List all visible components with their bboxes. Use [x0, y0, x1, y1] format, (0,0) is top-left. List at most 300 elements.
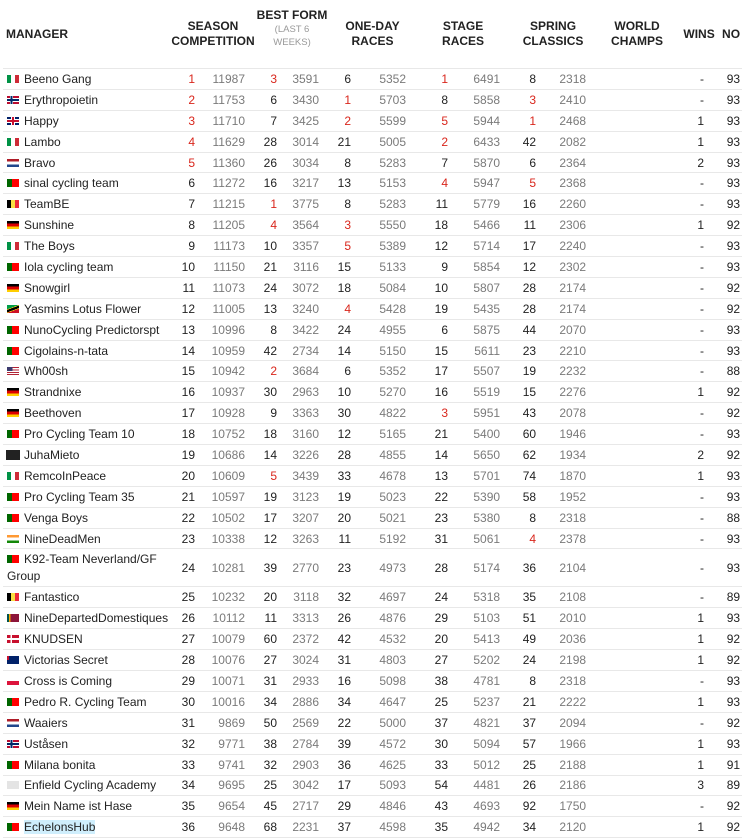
- season-rank: 26: [181, 611, 195, 626]
- flag-icon: [7, 430, 19, 438]
- best-form-points: 3116: [293, 259, 320, 274]
- manager-cell[interactable]: [3, 796, 171, 817]
- table-row[interactable]: [3, 236, 742, 257]
- no-cell: 93: [726, 694, 741, 709]
- spring-rank: 19: [522, 364, 537, 379]
- manager-cell[interactable]: [3, 152, 171, 173]
- manager-name[interactable]: Lambo: [24, 134, 61, 149]
- header-season-competition[interactable]: SEASON COMPETITION: [171, 19, 255, 48]
- manager-cell[interactable]: [3, 775, 171, 796]
- manager-name[interactable]: KNUDSEN: [24, 632, 83, 647]
- table-row[interactable]: [3, 173, 742, 194]
- best-form-rank: 60: [263, 632, 277, 647]
- wins-cell: -: [700, 427, 705, 442]
- manager-cell[interactable]: [3, 424, 171, 445]
- best-form-rank: 13: [263, 301, 277, 316]
- flag-icon: [7, 284, 19, 292]
- manager-cell[interactable]: [3, 69, 171, 90]
- one-day-rank: 8: [344, 155, 352, 170]
- stage-rank: 23: [434, 510, 449, 525]
- stage-rank: 18: [434, 218, 449, 233]
- flag-icon: [7, 781, 19, 789]
- table-row[interactable]: [3, 712, 742, 733]
- one-day-rank: 30: [337, 406, 352, 421]
- table-row[interactable]: [3, 608, 742, 629]
- one-day-points: 5165: [379, 427, 407, 442]
- table-row[interactable]: [3, 340, 742, 361]
- manager-cell[interactable]: [3, 507, 171, 528]
- spring-rank: 74: [522, 468, 537, 483]
- header-no[interactable]: NO: [722, 26, 741, 41]
- manager-name[interactable]: TeamBE: [24, 197, 70, 212]
- best-form-points: 2372: [292, 632, 320, 647]
- manager-name[interactable]: Uståsen: [24, 736, 69, 751]
- manager-cell[interactable]: [3, 817, 171, 838]
- season-rank: 31: [181, 715, 195, 730]
- manager-cell[interactable]: [3, 319, 171, 340]
- manager-name[interactable]: sinal cycling team: [24, 176, 119, 191]
- stage-rank: 43: [434, 799, 449, 814]
- manager-name[interactable]: Enfield Cycling Academy: [24, 778, 157, 793]
- wins-cell: 1: [697, 611, 705, 626]
- table-row[interactable]: [3, 382, 742, 403]
- table-row[interactable]: [3, 194, 742, 215]
- table-row[interactable]: [3, 69, 742, 90]
- header-one-day-races[interactable]: ONE-DAY RACES: [345, 19, 400, 48]
- stage-rank: 14: [434, 447, 449, 462]
- season-points: 10016: [211, 694, 245, 709]
- stage-points: 5012: [473, 757, 501, 772]
- table-row[interactable]: [3, 110, 742, 131]
- spring-points: 2010: [559, 611, 587, 626]
- flag-icon: [7, 514, 19, 522]
- manager-name[interactable]: Mein Name ist Hase: [24, 799, 133, 814]
- best-form-points: 3014: [292, 134, 320, 149]
- wins-cell: -: [700, 799, 705, 814]
- table-row[interactable]: [3, 733, 742, 754]
- best-form-points: 3072: [292, 280, 320, 295]
- manager-name[interactable]: EchelonsHub: [24, 820, 96, 835]
- manager-cell[interactable]: [3, 403, 171, 424]
- spring-points: 2120: [559, 820, 587, 835]
- spring-rank: 57: [522, 736, 537, 751]
- wins-cell: 1: [697, 820, 705, 835]
- season-rank: 36: [181, 820, 195, 835]
- wins-cell: 2: [697, 447, 705, 462]
- one-day-rank: 23: [337, 560, 352, 575]
- best-form-rank: 10: [263, 239, 277, 254]
- table-row[interactable]: [3, 691, 742, 712]
- header-stage-races[interactable]: STAGE RACES: [442, 19, 485, 48]
- manager-name[interactable]: RemcoInPeace: [24, 468, 107, 483]
- best-form-rank: 25: [263, 778, 277, 793]
- manager-name[interactable]: Victorias Secret: [24, 653, 108, 668]
- manager-cell[interactable]: [3, 754, 171, 775]
- best-form-rank: 30: [263, 385, 277, 400]
- no-cell: 92: [726, 632, 741, 647]
- stage-rank: 37: [434, 715, 449, 730]
- table-row[interactable]: [3, 754, 742, 775]
- no-cell: 93: [726, 176, 741, 191]
- spring-points: 2240: [559, 239, 587, 254]
- header-world-champs[interactable]: WORLD CHAMPS: [611, 19, 664, 48]
- manager-cell[interactable]: [3, 465, 171, 486]
- manager-name[interactable]: NineDeadMen: [24, 531, 101, 546]
- manager-cell[interactable]: [3, 691, 171, 712]
- spring-points: 2276: [559, 385, 587, 400]
- table-row[interactable]: [3, 131, 742, 152]
- best-form-rank: 50: [263, 715, 277, 730]
- stage-points: 6433: [473, 134, 501, 149]
- table-row[interactable]: [3, 89, 742, 110]
- world-champs-cell: [596, 173, 678, 194]
- stage-points: 5875: [473, 322, 501, 337]
- no-cell: 93: [726, 427, 741, 442]
- table-row[interactable]: [3, 424, 742, 445]
- manager-name[interactable]: Fantastico: [24, 590, 80, 605]
- spring-rank: 28: [522, 280, 537, 295]
- season-rank: 34: [181, 778, 195, 793]
- stage-rank: 20: [434, 632, 449, 647]
- manager-name[interactable]: Yasmins Lotus Flower: [24, 301, 142, 316]
- one-day-points: 4647: [379, 694, 407, 709]
- season-points: 11360: [212, 155, 245, 170]
- stage-rank: 19: [434, 301, 449, 316]
- stage-points: 5807: [473, 280, 501, 295]
- one-day-points: 4876: [379, 611, 407, 626]
- world-champs-cell: [596, 587, 678, 608]
- table-row[interactable]: [3, 465, 742, 486]
- world-champs-cell: [596, 486, 678, 507]
- best-form-rank: 8: [270, 322, 277, 337]
- world-champs-cell: [596, 152, 678, 173]
- spring-rank: 21: [522, 694, 537, 709]
- flag-icon: [7, 326, 19, 334]
- world-champs-cell: [596, 69, 678, 90]
- season-rank: 17: [181, 406, 195, 421]
- best-form-points: 3439: [292, 468, 320, 483]
- stage-rank: 16: [434, 385, 449, 400]
- one-day-rank: 10: [337, 385, 352, 400]
- table-row[interactable]: [3, 650, 742, 671]
- best-form-points: 3118: [293, 590, 320, 605]
- header-manager[interactable]: MANAGER: [6, 26, 68, 41]
- manager-cell[interactable]: [3, 549, 171, 587]
- stage-points: 6491: [473, 71, 501, 86]
- manager-cell[interactable]: [3, 110, 171, 131]
- table-row[interactable]: [3, 215, 742, 236]
- header-spring-classics[interactable]: SPRING CLASSICS: [522, 19, 584, 48]
- table-row[interactable]: [3, 817, 742, 838]
- season-points: 9869: [218, 715, 245, 730]
- best-form-points: 3363: [292, 406, 320, 421]
- best-form-points: 3564: [292, 218, 320, 233]
- manager-cell[interactable]: [3, 257, 171, 278]
- manager-name[interactable]: Strandnixe: [24, 385, 82, 400]
- manager-name[interactable]: Beeno Gang: [24, 71, 92, 86]
- spring-points: 2108: [559, 590, 587, 605]
- season-points: 11150: [213, 259, 245, 274]
- stage-points: 5413: [473, 632, 501, 647]
- manager-cell[interactable]: [3, 277, 171, 298]
- spring-points: 2104: [559, 560, 587, 575]
- world-champs-cell: [596, 215, 678, 236]
- table-row[interactable]: [3, 587, 742, 608]
- table-row[interactable]: [3, 298, 742, 319]
- wins-cell: 1: [697, 385, 705, 400]
- one-day-rank: 6: [344, 71, 352, 86]
- season-points: 10609: [211, 468, 245, 483]
- stage-points: 5380: [473, 510, 501, 525]
- best-form-points: 3263: [292, 531, 320, 546]
- spring-points: 2378: [559, 531, 587, 546]
- world-champs-cell: [596, 549, 678, 587]
- one-day-rank: 34: [337, 694, 352, 709]
- one-day-rank: 4: [344, 301, 352, 316]
- stage-points: 5947: [473, 176, 501, 191]
- season-rank: 29: [181, 673, 195, 688]
- manager-name[interactable]: JuhaMieto: [24, 447, 80, 462]
- manager-name[interactable]: The Boys: [24, 239, 75, 254]
- manager-cell[interactable]: [3, 712, 171, 733]
- season-points: 10928: [211, 406, 245, 421]
- stage-rank: 5: [441, 113, 449, 128]
- flag-icon: [7, 242, 19, 250]
- one-day-points: 4955: [379, 322, 407, 337]
- flag-icon: [7, 409, 19, 417]
- stage-points: 5103: [473, 611, 501, 626]
- header-best-form[interactable]: BEST FORM (LAST 6 WEEKS): [256, 8, 328, 48]
- season-rank: 35: [181, 799, 195, 814]
- stage-rank: 24: [434, 590, 449, 605]
- manager-cell[interactable]: [3, 131, 171, 152]
- table-row[interactable]: [3, 796, 742, 817]
- season-points: 10079: [211, 632, 245, 647]
- season-points: 10281: [211, 560, 245, 575]
- spring-points: 2188: [559, 757, 587, 772]
- season-rank: 5: [188, 155, 195, 170]
- manager-cell[interactable]: [3, 89, 171, 110]
- flag-icon: [7, 117, 19, 125]
- best-form-rank: 7: [270, 113, 277, 128]
- one-day-points: 5005: [379, 134, 407, 149]
- table-row[interactable]: [3, 528, 742, 549]
- wins-cell: -: [700, 343, 705, 358]
- season-points: 9648: [218, 820, 245, 835]
- best-form-rank: 21: [263, 259, 277, 274]
- manager-cell[interactable]: [3, 382, 171, 403]
- world-champs-cell: [596, 650, 678, 671]
- world-champs-cell: [596, 712, 678, 733]
- manager-name[interactable]: Pedro R. Cycling Team: [24, 694, 147, 709]
- season-points: 10076: [211, 653, 245, 668]
- spring-points: 2198: [559, 653, 587, 668]
- stage-points: 5870: [473, 155, 501, 170]
- world-champs-cell: [596, 382, 678, 403]
- table-row[interactable]: [3, 486, 742, 507]
- one-day-rank: 6: [344, 364, 352, 379]
- manager-cell[interactable]: [3, 486, 171, 507]
- no-cell: 93: [726, 155, 741, 170]
- stage-points: 5944: [473, 113, 501, 128]
- one-day-points: 5021: [379, 510, 407, 525]
- stage-points: 5390: [473, 489, 501, 504]
- season-points: 11629: [212, 134, 245, 149]
- spring-points: 1934: [559, 447, 587, 462]
- best-form-points: 3684: [292, 364, 320, 379]
- one-day-rank: 37: [337, 820, 352, 835]
- spring-points: 1952: [559, 489, 587, 504]
- one-day-rank: 29: [337, 799, 352, 814]
- manager-cell[interactable]: [3, 733, 171, 754]
- table-row[interactable]: [3, 445, 742, 466]
- table-row[interactable]: [3, 403, 742, 424]
- spring-points: 2174: [559, 301, 587, 316]
- spring-points: 2410: [559, 92, 587, 107]
- one-day-points: 5093: [379, 778, 407, 793]
- best-form-points: 3226: [292, 447, 320, 462]
- best-form-rank: 28: [263, 134, 277, 149]
- best-form-rank: 5: [270, 468, 277, 483]
- stage-rank: 25: [434, 694, 449, 709]
- manager-name[interactable]: Happy: [24, 113, 59, 128]
- standings-table: [3, 0, 742, 838]
- manager-cell[interactable]: [3, 361, 171, 382]
- manager-cell[interactable]: [3, 608, 171, 629]
- flag-icon: [7, 493, 19, 501]
- best-form-points: 3024: [292, 653, 320, 668]
- manager-cell[interactable]: [3, 671, 171, 692]
- season-points: 9741: [218, 757, 245, 772]
- table-row[interactable]: [3, 549, 742, 587]
- manager-name[interactable]: Snowgirl: [24, 280, 71, 295]
- header-wins[interactable]: WINS: [683, 26, 715, 41]
- table-row[interactable]: [3, 775, 742, 796]
- manager-name[interactable]: Waaiers: [24, 715, 68, 730]
- manager-name[interactable]: Erythropoietin: [24, 92, 99, 107]
- table-row[interactable]: [3, 361, 742, 382]
- manager-cell[interactable]: [3, 650, 171, 671]
- table-body: [3, 69, 742, 838]
- manager-cell[interactable]: [3, 298, 171, 319]
- spring-points: 2468: [559, 113, 587, 128]
- manager-cell[interactable]: [3, 340, 171, 361]
- manager-cell[interactable]: [3, 445, 171, 466]
- one-day-points: 5389: [379, 239, 407, 254]
- manager-name[interactable]: Milana bonita: [24, 757, 96, 772]
- one-day-rank: 22: [337, 715, 352, 730]
- table-row[interactable]: [3, 671, 742, 692]
- table-row[interactable]: [3, 257, 742, 278]
- no-cell: 88: [726, 364, 741, 379]
- season-rank: 10: [181, 259, 195, 274]
- wins-cell: 1: [697, 694, 705, 709]
- one-day-points: 5352: [379, 364, 407, 379]
- one-day-points: 4697: [379, 590, 407, 605]
- manager-name[interactable]: Wh00sh: [24, 364, 69, 379]
- wins-cell: -: [700, 301, 705, 316]
- manager-cell[interactable]: [3, 173, 171, 194]
- season-rank: 6: [188, 176, 195, 191]
- spring-rank: 42: [522, 134, 537, 149]
- stage-rank: 1: [441, 71, 449, 86]
- table-row[interactable]: [3, 507, 742, 528]
- stage-rank: 2: [441, 134, 449, 149]
- season-points: 10502: [211, 510, 245, 525]
- manager-name[interactable]: Bravo: [24, 155, 56, 170]
- manager-name[interactable]: Beethoven: [24, 406, 82, 421]
- manager-name[interactable]: NunoCycling Predictorspt: [24, 322, 160, 337]
- one-day-rank: 28: [337, 447, 352, 462]
- manager-name[interactable]: NineDepartedDomestiques: [24, 611, 169, 626]
- best-form-points: 3207: [292, 510, 320, 525]
- stage-points: 5507: [473, 364, 501, 379]
- table-row[interactable]: [3, 629, 742, 650]
- table-row[interactable]: [3, 152, 742, 173]
- table-row[interactable]: [3, 277, 742, 298]
- spring-points: 2210: [559, 343, 587, 358]
- season-rank: 33: [181, 757, 195, 772]
- spring-rank: 6: [529, 155, 537, 170]
- manager-name[interactable]: Iola cycling team: [24, 259, 114, 274]
- one-day-points: 5550: [379, 218, 407, 233]
- world-champs-cell: [596, 817, 678, 838]
- season-rank: 1: [188, 71, 195, 86]
- best-form-points: 2886: [292, 694, 320, 709]
- manager-cell[interactable]: [3, 215, 171, 236]
- one-day-points: 5283: [379, 197, 407, 212]
- manager-cell[interactable]: [3, 236, 171, 257]
- flag-icon: [7, 347, 19, 355]
- wins-cell: -: [700, 590, 705, 605]
- wins-cell: -: [700, 364, 705, 379]
- stage-points: 5318: [473, 590, 501, 605]
- stage-rank: 6: [441, 322, 449, 337]
- flag-icon: [7, 472, 19, 480]
- no-cell: 93: [726, 322, 741, 337]
- one-day-points: 4973: [379, 560, 407, 575]
- manager-cell[interactable]: [3, 629, 171, 650]
- spring-rank: 49: [522, 632, 537, 647]
- spring-rank: 34: [522, 820, 537, 835]
- one-day-points: 5084: [379, 280, 407, 295]
- manager-name[interactable]: Venga Boys: [24, 510, 89, 525]
- spring-rank: 35: [522, 590, 537, 605]
- manager-cell[interactable]: [3, 587, 171, 608]
- one-day-points: 5133: [379, 259, 407, 274]
- spring-rank: 92: [522, 799, 537, 814]
- manager-cell[interactable]: [3, 528, 171, 549]
- season-rank: 14: [181, 343, 195, 358]
- season-rank: 28: [181, 653, 195, 668]
- wins-cell: 1: [697, 632, 705, 647]
- flag-icon: [7, 75, 19, 83]
- table-row[interactable]: [3, 319, 742, 340]
- one-day-points: 5150: [379, 343, 407, 358]
- one-day-rank: 3: [344, 218, 352, 233]
- manager-name[interactable]: Cigolains-n-tata: [24, 343, 109, 358]
- manager-name[interactable]: K92-Team Neverland/GF Group: [7, 551, 157, 583]
- manager-name[interactable]: Pro Cycling Team 35: [24, 489, 135, 504]
- no-cell: 92: [726, 820, 741, 835]
- season-points: 10752: [211, 427, 245, 442]
- stage-rank: 15: [434, 343, 449, 358]
- manager-name[interactable]: Pro Cycling Team 10: [24, 427, 135, 442]
- manager-cell[interactable]: [3, 194, 171, 215]
- manager-name[interactable]: Sunshine: [24, 218, 75, 233]
- season-rank: 3: [188, 113, 195, 128]
- manager-name[interactable]: Cross is Coming: [24, 673, 113, 688]
